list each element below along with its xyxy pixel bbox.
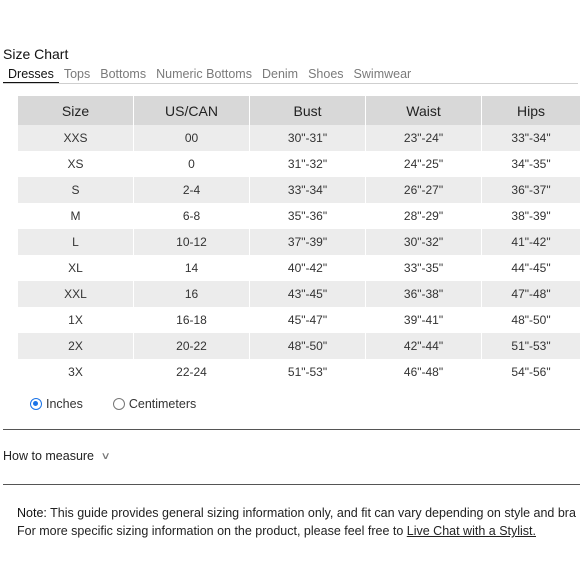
how-to-measure-label: How to measure xyxy=(3,449,95,463)
table-cell: 33"-35" xyxy=(366,255,481,281)
table-cell: XS xyxy=(18,151,133,177)
table-cell: 54"-56" xyxy=(482,359,580,385)
table-cell: 51"-53" xyxy=(482,333,580,359)
centimeters-radio[interactable] xyxy=(113,397,196,411)
table-cell: 16-18 xyxy=(134,307,249,333)
table-cell: 14 xyxy=(134,255,249,281)
table-cell: 47"-48" xyxy=(482,281,580,307)
note-line-1: This guide provides general sizing information only, and fit can vary depending on style and bra xyxy=(46,506,576,520)
table-row xyxy=(18,229,580,255)
table-cell: 48"-50" xyxy=(250,333,365,359)
column-header-waist: Waist xyxy=(366,96,481,125)
table-row xyxy=(18,255,580,281)
table-cell: L xyxy=(18,229,133,255)
inches-radio[interactable] xyxy=(30,397,83,411)
table-row xyxy=(18,307,580,333)
table-cell: XL xyxy=(18,255,133,281)
centimeters-label: Centimeters xyxy=(128,397,197,411)
table-cell: 30"-31" xyxy=(250,125,365,151)
table-cell: 30"-32" xyxy=(366,229,481,255)
table-row xyxy=(18,359,580,385)
table-cell: 36"-37" xyxy=(482,177,580,203)
section-divider-bottom xyxy=(3,484,580,485)
live-chat-link[interactable]: Live Chat with a Stylist. xyxy=(406,524,536,538)
table-cell: 43"-45" xyxy=(250,281,365,307)
table-row xyxy=(18,281,580,307)
note-prefix: Note: xyxy=(17,506,47,520)
sizing-note xyxy=(17,504,580,540)
table-cell: 00 xyxy=(134,125,249,151)
table-body xyxy=(18,125,580,385)
table-row xyxy=(18,333,580,359)
chevron-down-icon: ∨ xyxy=(100,450,111,462)
tab-tops[interactable]: Tops xyxy=(63,67,91,81)
section-divider-top xyxy=(3,429,580,430)
table-cell: 37"-39" xyxy=(250,229,365,255)
table-cell: 16 xyxy=(134,281,249,307)
table-cell: 41"-42" xyxy=(482,229,580,255)
table-cell: 38"-39" xyxy=(482,203,580,229)
column-header-size: Size xyxy=(18,96,133,125)
table-cell: 48"-50" xyxy=(482,307,580,333)
unit-selector xyxy=(30,397,226,411)
table-cell: 34"-35" xyxy=(482,151,580,177)
table-cell: 26"-27" xyxy=(366,177,481,203)
tab-swimwear[interactable]: Swimwear xyxy=(353,67,412,81)
inches-label: Inches xyxy=(46,397,83,411)
radio-selected-icon xyxy=(30,398,42,410)
table-cell: 2X xyxy=(18,333,133,359)
table-cell: 46"-48" xyxy=(366,359,481,385)
table-cell: 10-12 xyxy=(134,229,249,255)
table-row xyxy=(18,151,580,177)
table-row xyxy=(18,177,580,203)
table-cell: 33"-34" xyxy=(482,125,580,151)
tab-dresses[interactable]: Dresses xyxy=(3,66,59,84)
note-line-2: For more specific sizing information on the product, please feel free to xyxy=(17,524,407,538)
table-cell: 39"-41" xyxy=(366,307,481,333)
table-cell: 23"-24" xyxy=(366,125,481,151)
table-cell: XXL xyxy=(18,281,133,307)
table-cell: 33"-34" xyxy=(250,177,365,203)
how-to-measure-toggle[interactable] xyxy=(3,449,109,463)
table-row xyxy=(18,125,580,151)
column-header-us-can: US/CAN xyxy=(134,96,249,125)
tab-denim[interactable]: Denim xyxy=(261,67,299,81)
table-cell: 3X xyxy=(18,359,133,385)
size-category-tabs xyxy=(3,66,416,84)
table-cell: 6-8 xyxy=(134,203,249,229)
table-cell: 2-4 xyxy=(134,177,249,203)
tabs-divider xyxy=(3,83,578,84)
table-cell: 24"-25" xyxy=(366,151,481,177)
table-cell: M xyxy=(18,203,133,229)
tab-numeric-bottoms[interactable]: Numeric Bottoms xyxy=(156,67,252,81)
table-cell: 1X xyxy=(18,307,133,333)
tab-shoes[interactable]: Shoes xyxy=(308,67,344,81)
column-header-bust: Bust xyxy=(250,96,365,125)
table-cell: 42"-44" xyxy=(366,333,481,359)
radio-unselected-icon xyxy=(113,398,125,410)
table-row xyxy=(18,203,580,229)
size-table xyxy=(17,96,580,385)
table-cell: 45"-47" xyxy=(250,307,365,333)
table-cell: 28"-29" xyxy=(366,203,481,229)
table-cell: 36"-38" xyxy=(366,281,481,307)
table-cell: 0 xyxy=(134,151,249,177)
column-header-hips: Hips xyxy=(482,96,580,125)
table-header-row xyxy=(18,96,580,125)
table-cell: 44"-45" xyxy=(482,255,580,281)
table-cell: 35"-36" xyxy=(250,203,365,229)
table-cell: S xyxy=(18,177,133,203)
table-cell: 51"-53" xyxy=(250,359,365,385)
table-cell: 22-24 xyxy=(134,359,249,385)
table-cell: 20-22 xyxy=(134,333,249,359)
size-chart-title: Size Chart xyxy=(3,46,69,62)
tab-bottoms[interactable]: Bottoms xyxy=(100,67,147,81)
table-cell: 31"-32" xyxy=(250,151,365,177)
table-cell: XXS xyxy=(18,125,133,151)
table-cell: 40"-42" xyxy=(250,255,365,281)
